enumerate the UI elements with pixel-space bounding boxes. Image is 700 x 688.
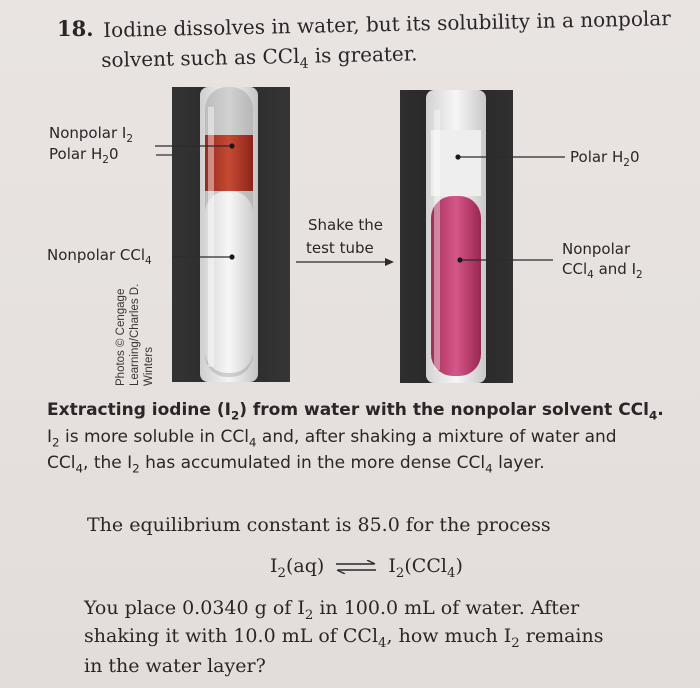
question-text-line1: Iodine dissolves in water, but its solubility in a nonpolar [103, 6, 671, 42]
equilibrium-arrows-icon [334, 560, 378, 574]
label-ccl4-and-i2: CCl$_4$ and $I_2$ [562, 260, 643, 281]
label-polar-h2o-left: Polar $H_20$ [49, 145, 119, 166]
label-polar-h2o-right: Polar $H_20$ [570, 148, 640, 169]
label-nonpolar-i2: Nonpolar $I_2$ [49, 124, 134, 145]
equilibrium-statement: The equilibrium constant is 85.0 for the process [87, 514, 551, 536]
caption-line3: CCl$_4$, the $I_2$ has accumulated in the more dense CCl$_4$ layer. [47, 453, 545, 476]
label-nonpolar-right: Nonpolar [562, 240, 631, 258]
question-number: 18. [57, 16, 94, 41]
photo-credit: Photos © Cengage Learning/Charles D. Winters [115, 283, 155, 386]
problem-line2: shaking it with 10.0 mL of CCl$_4$, how much $I_2$ remains [84, 625, 604, 651]
arrow-label-line2: test tube [306, 239, 374, 257]
question-text-line2: solvent such as CCl$_4$ is greater. [101, 41, 418, 72]
caption-line2: $I_2$ is more soluble in CCl$_4$ and, after shaking a mixture of water and [47, 427, 617, 450]
equilibrium-equation: $I_2(aq)$ $I_2(CCl_4)$ [270, 555, 463, 581]
arrow-label-line1: Shake the [308, 216, 383, 234]
problem-line3: in the water layer? [84, 655, 266, 677]
caption-title: Extracting iodine $(I_2)$ from water with the nonpolar solvent CCl$_4$. [47, 400, 664, 423]
label-nonpolar-ccl4-left: Nonpolar CCl$_4$ [47, 246, 152, 267]
problem-line1: You place 0.0340 g of $I_2$ in 100.0 mL of water. After [84, 597, 580, 623]
